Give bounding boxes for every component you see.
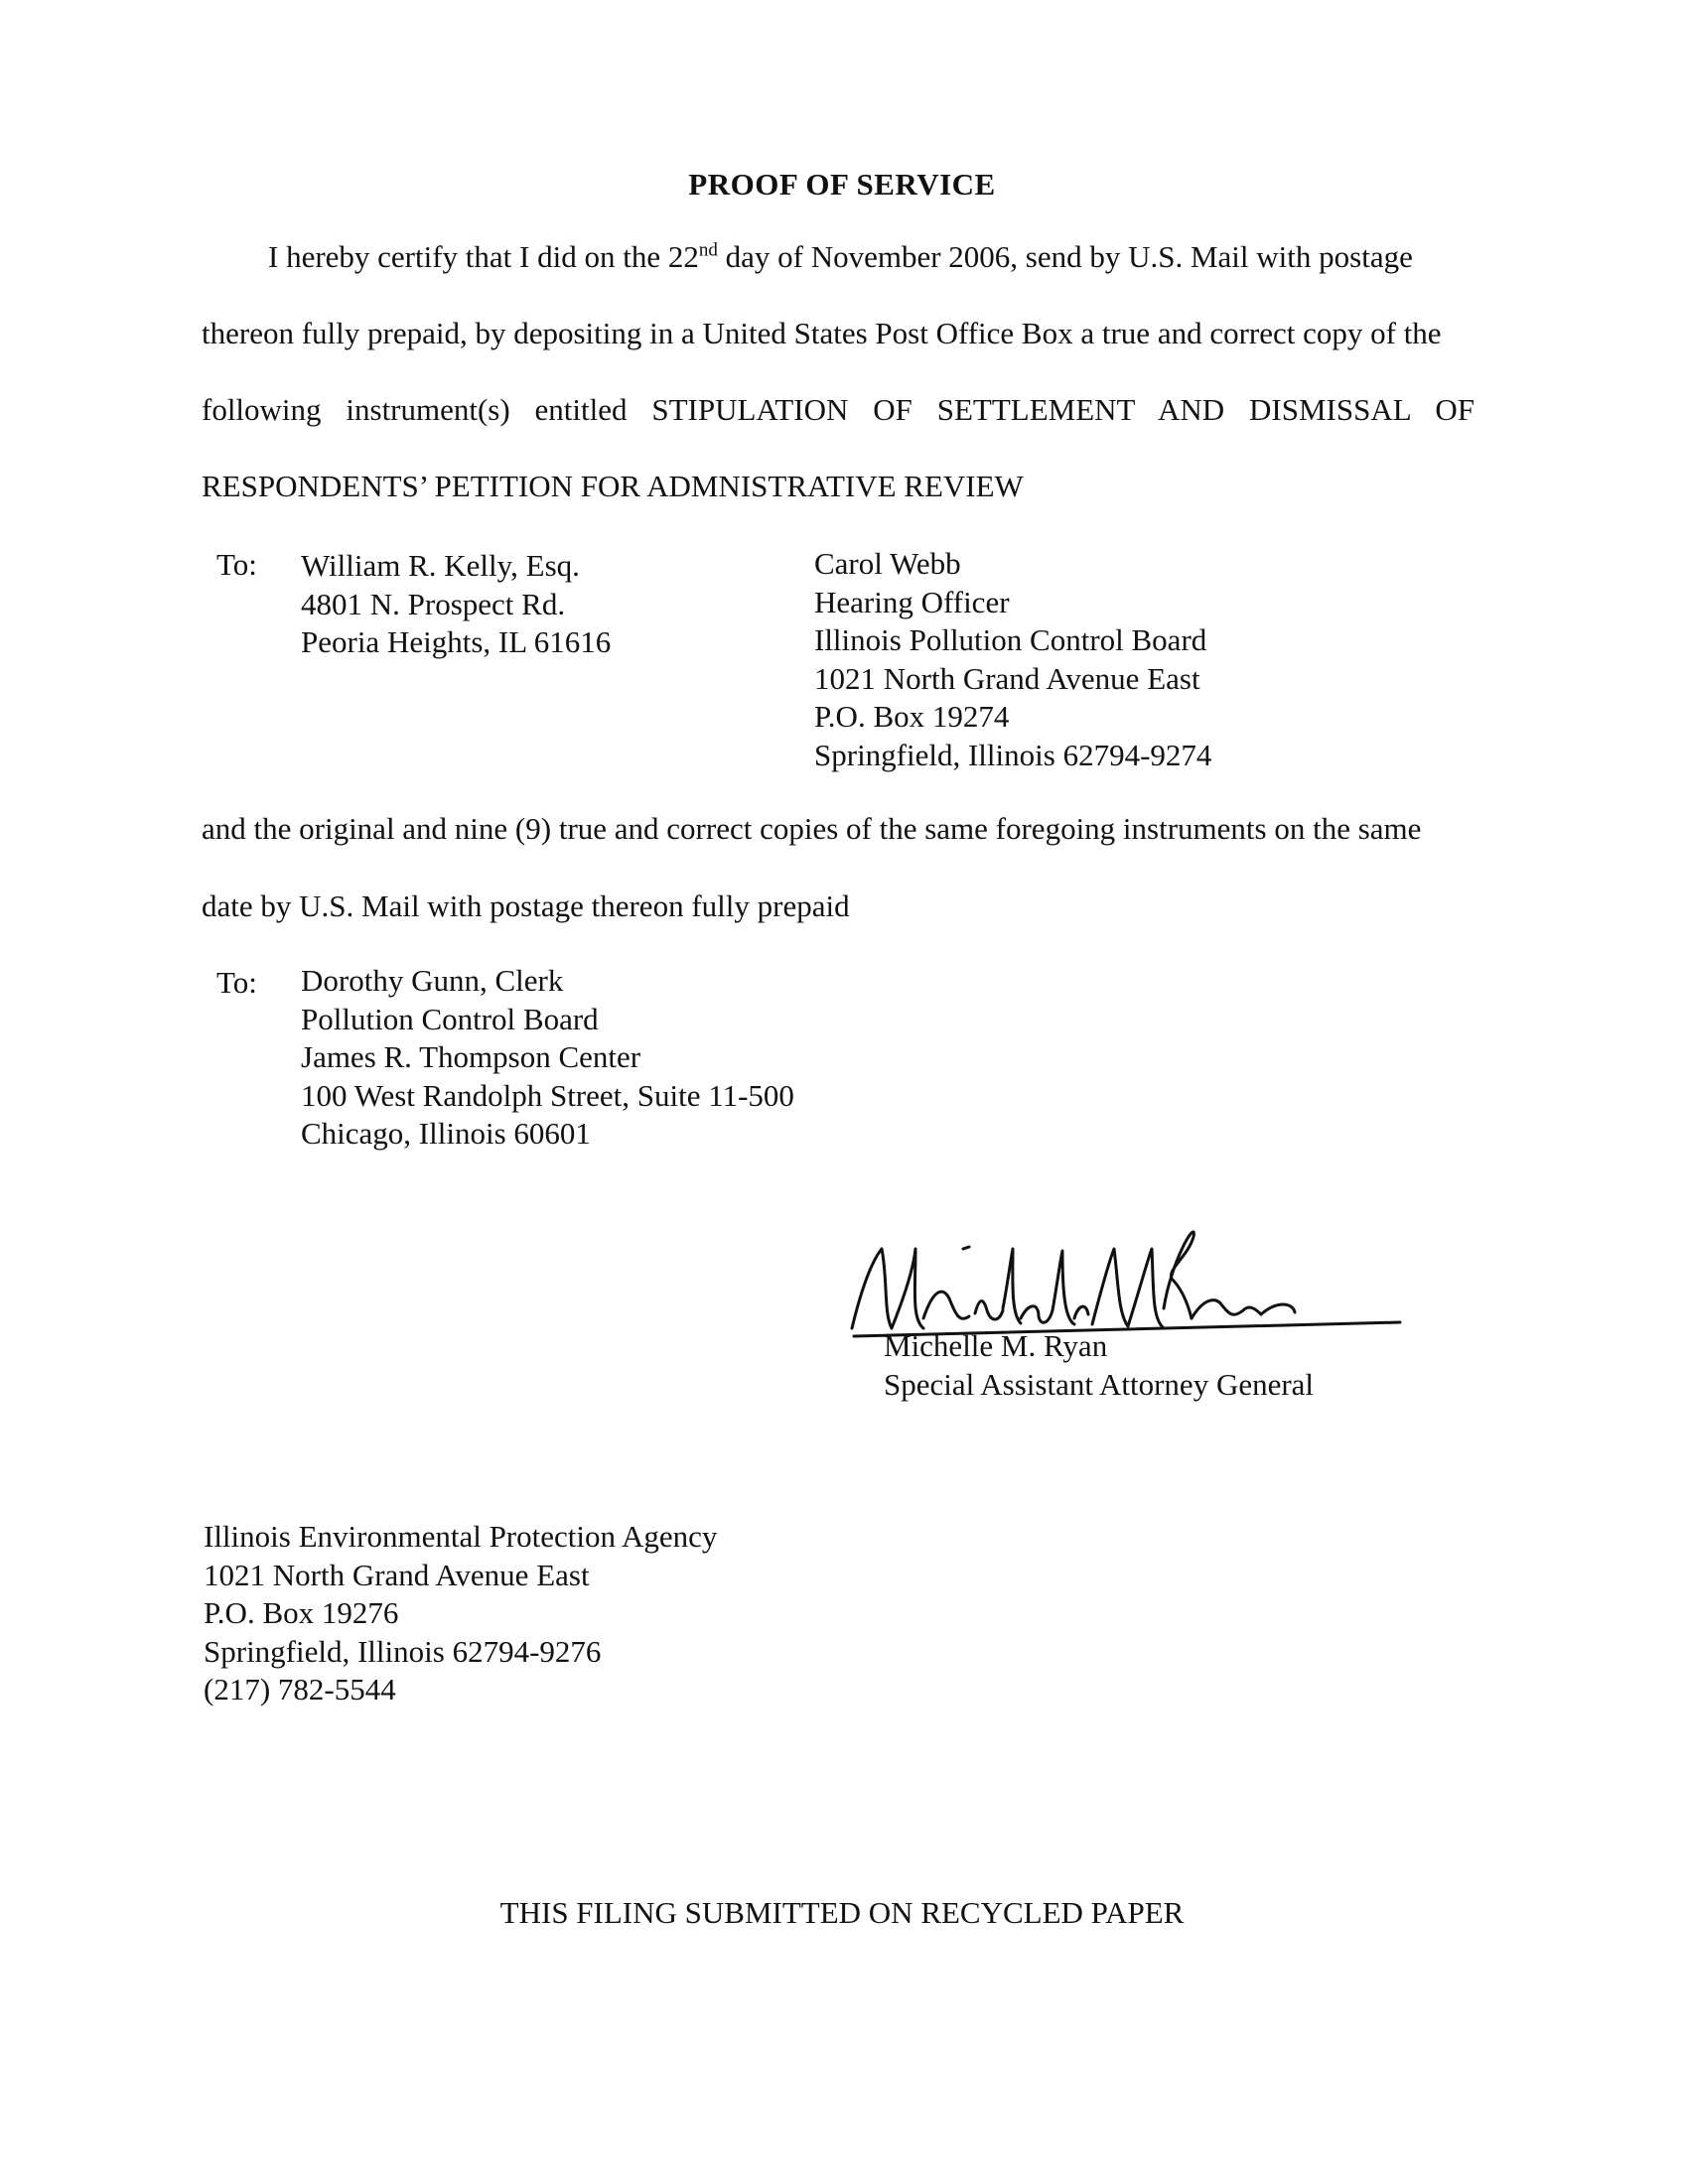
address-line: Springfield, Illinois 62794-9276 [204,1633,602,1669]
recipient-webb-address [814,545,1211,774]
address-line: 100 West Randolph Street, Suite 11-500 [301,1077,794,1113]
certification-line-3: following instrument(s) entitled STIPULATION OF SETTLEMENT AND DISMISSAL OF [202,392,1474,427]
phone-number: (217) 782-5544 [204,1672,396,1706]
certification-line-4: RESPONDENTS’ PETITION FOR ADMNISTRATIVE REVIEW [202,469,1024,503]
agency-name: Illinois Environmental Protection Agency [204,1519,718,1554]
agency-address [204,1518,717,1709]
address-line: Hearing Officer [814,584,1010,619]
address-line: P.O. Box 19276 [204,1595,399,1630]
address-line: Chicago, Illinois 60601 [301,1116,591,1151]
address-line: Illinois Pollution Control Board [814,622,1207,657]
to-label-first: To: [216,547,257,582]
address-line: James R. Thompson Center [301,1039,641,1074]
address-line: Carol Webb [814,546,961,581]
address-line: William R. Kelly, Esq. [301,548,580,583]
address-line: Dorothy Gunn, Clerk [301,963,564,998]
recipient-gunn-address [301,962,794,1154]
address-line: Peoria Heights, IL 61616 [301,624,612,659]
address-line: P.O. Box 19274 [814,699,1010,734]
signer-name: Michelle M. Ryan [884,1328,1108,1363]
recipient-kelly-address [301,547,611,662]
address-line: 1021 North Grand Avenue East [814,660,1200,696]
certification-line-2: thereon fully prepaid, by depositing in a United States Post Office Box a true and correct copy of the [202,316,1442,350]
second-statement-line-2: date by U.S. Mail with postage thereon fully prepaid [202,888,850,923]
address-line: Pollution Control Board [301,1001,599,1036]
address-line: 1021 North Grand Avenue East [204,1557,590,1592]
certification-line-1: I hereby certify that I did on the 22nd day of November 2006, send by U.S. Mail with postage [268,239,1413,274]
address-line: 4801 N. Prospect Rd. [301,586,566,621]
to-label-second: To: [216,965,257,1000]
document-title: PROOF OF SERVICE [688,167,996,202]
second-statement-line-1: and the original and nine (9) true and correct copies of the same foregoing instruments on the same [202,811,1422,846]
signer-title: Special Assistant Attorney General [884,1367,1315,1402]
address-line: Springfield, Illinois 62794-9274 [814,737,1212,772]
footer-note: THIS FILING SUBMITTED ON RECYCLED PAPER [499,1895,1185,1930]
